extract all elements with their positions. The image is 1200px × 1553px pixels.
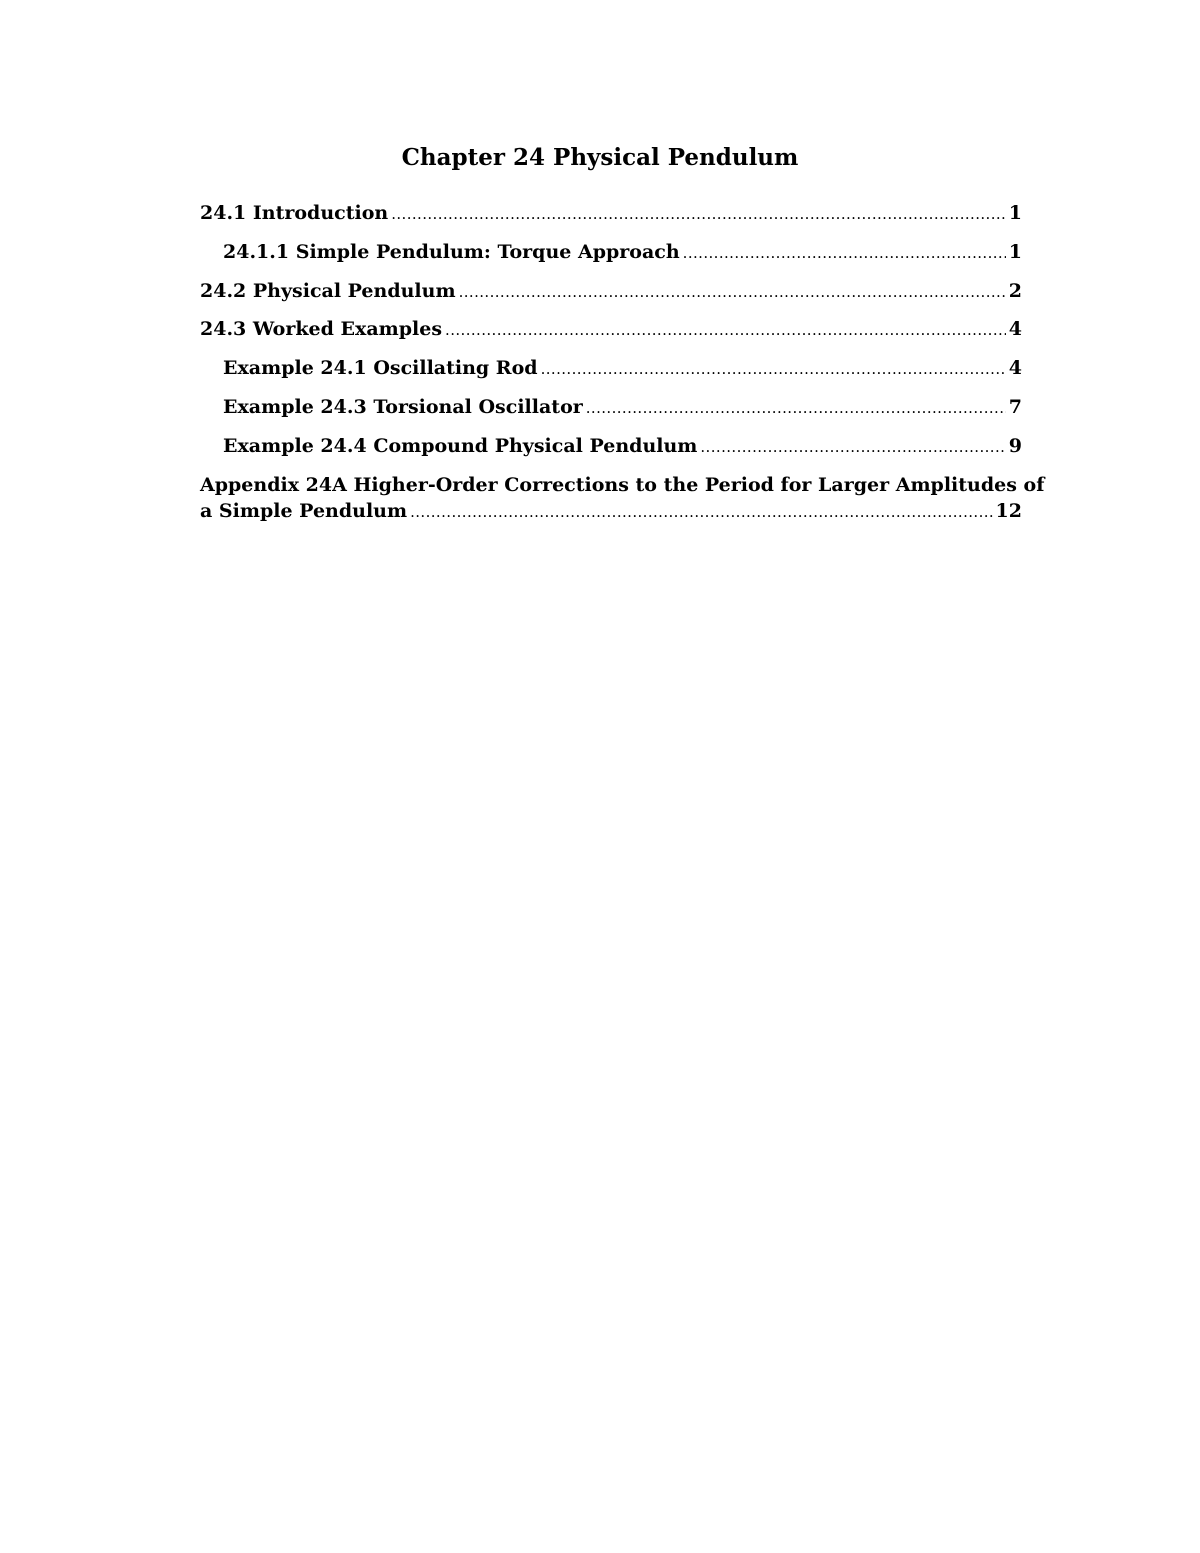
- toc-leader-dots: [683, 240, 1006, 266]
- toc-leader-dots: [586, 395, 1006, 421]
- toc-entry-introduction[interactable]: [200, 200, 1022, 226]
- toc-page-number: 1: [1008, 240, 1022, 263]
- toc-page-number: 2: [1008, 279, 1022, 302]
- toc-leader-dots: [410, 499, 992, 525]
- toc-entry-worked-examples[interactable]: [200, 316, 1022, 342]
- toc-entry-compound-physical-pendulum[interactable]: [200, 433, 1022, 459]
- toc-entry-label: 24.1 Introduction: [200, 202, 389, 224]
- toc-entry-appendix-24a[interactable]: [200, 472, 1045, 524]
- toc-leader-dots: [445, 317, 1006, 343]
- toc-entry-simple-pendulum-torque[interactable]: [200, 239, 1022, 265]
- toc-entry-label: Example 24.3 Torsional Oscillator: [223, 395, 583, 418]
- toc-leader-dots: [541, 356, 1006, 382]
- toc-entry-label: 24.2 Physical Pendulum: [200, 279, 456, 302]
- toc-entry-label-line1: Appendix 24A Higher-Order Corrections to the Period for Larger Amplitudes of: [200, 473, 1045, 496]
- toc-entry-torsional-oscillator[interactable]: [200, 394, 1022, 420]
- toc-page-number: 7: [1008, 395, 1022, 418]
- toc-entry-line2: [200, 498, 1022, 524]
- toc-entry-label: Example 24.1 Oscillating Rod: [223, 357, 538, 380]
- toc-page-number: 4: [1008, 318, 1022, 341]
- toc-leader-dots: [391, 201, 1006, 227]
- toc-page-number: 1: [1008, 202, 1022, 224]
- chapter-title: Chapter 24 Physical Pendulum: [401, 144, 799, 171]
- toc-entry-label: Example 24.4 Compound Physical Pendulum: [223, 434, 698, 457]
- toc-entry-physical-pendulum[interactable]: [200, 278, 1022, 304]
- toc-entry-label: 24.1.1 Simple Pendulum: Torque Approach: [223, 240, 680, 263]
- toc-leader-dots: [700, 434, 1005, 460]
- toc-entry-label-line2: a Simple Pendulum: [200, 499, 408, 522]
- toc-page-number: 9: [1008, 434, 1022, 457]
- toc-page-number: 12: [995, 499, 1022, 522]
- toc-page-number: 4: [1008, 357, 1022, 380]
- toc-leader-dots: [459, 279, 1006, 305]
- table-of-contents: [200, 200, 1045, 524]
- toc-entry-oscillating-rod[interactable]: [200, 355, 1022, 381]
- toc-entry-label: 24.3 Worked Examples: [200, 318, 443, 341]
